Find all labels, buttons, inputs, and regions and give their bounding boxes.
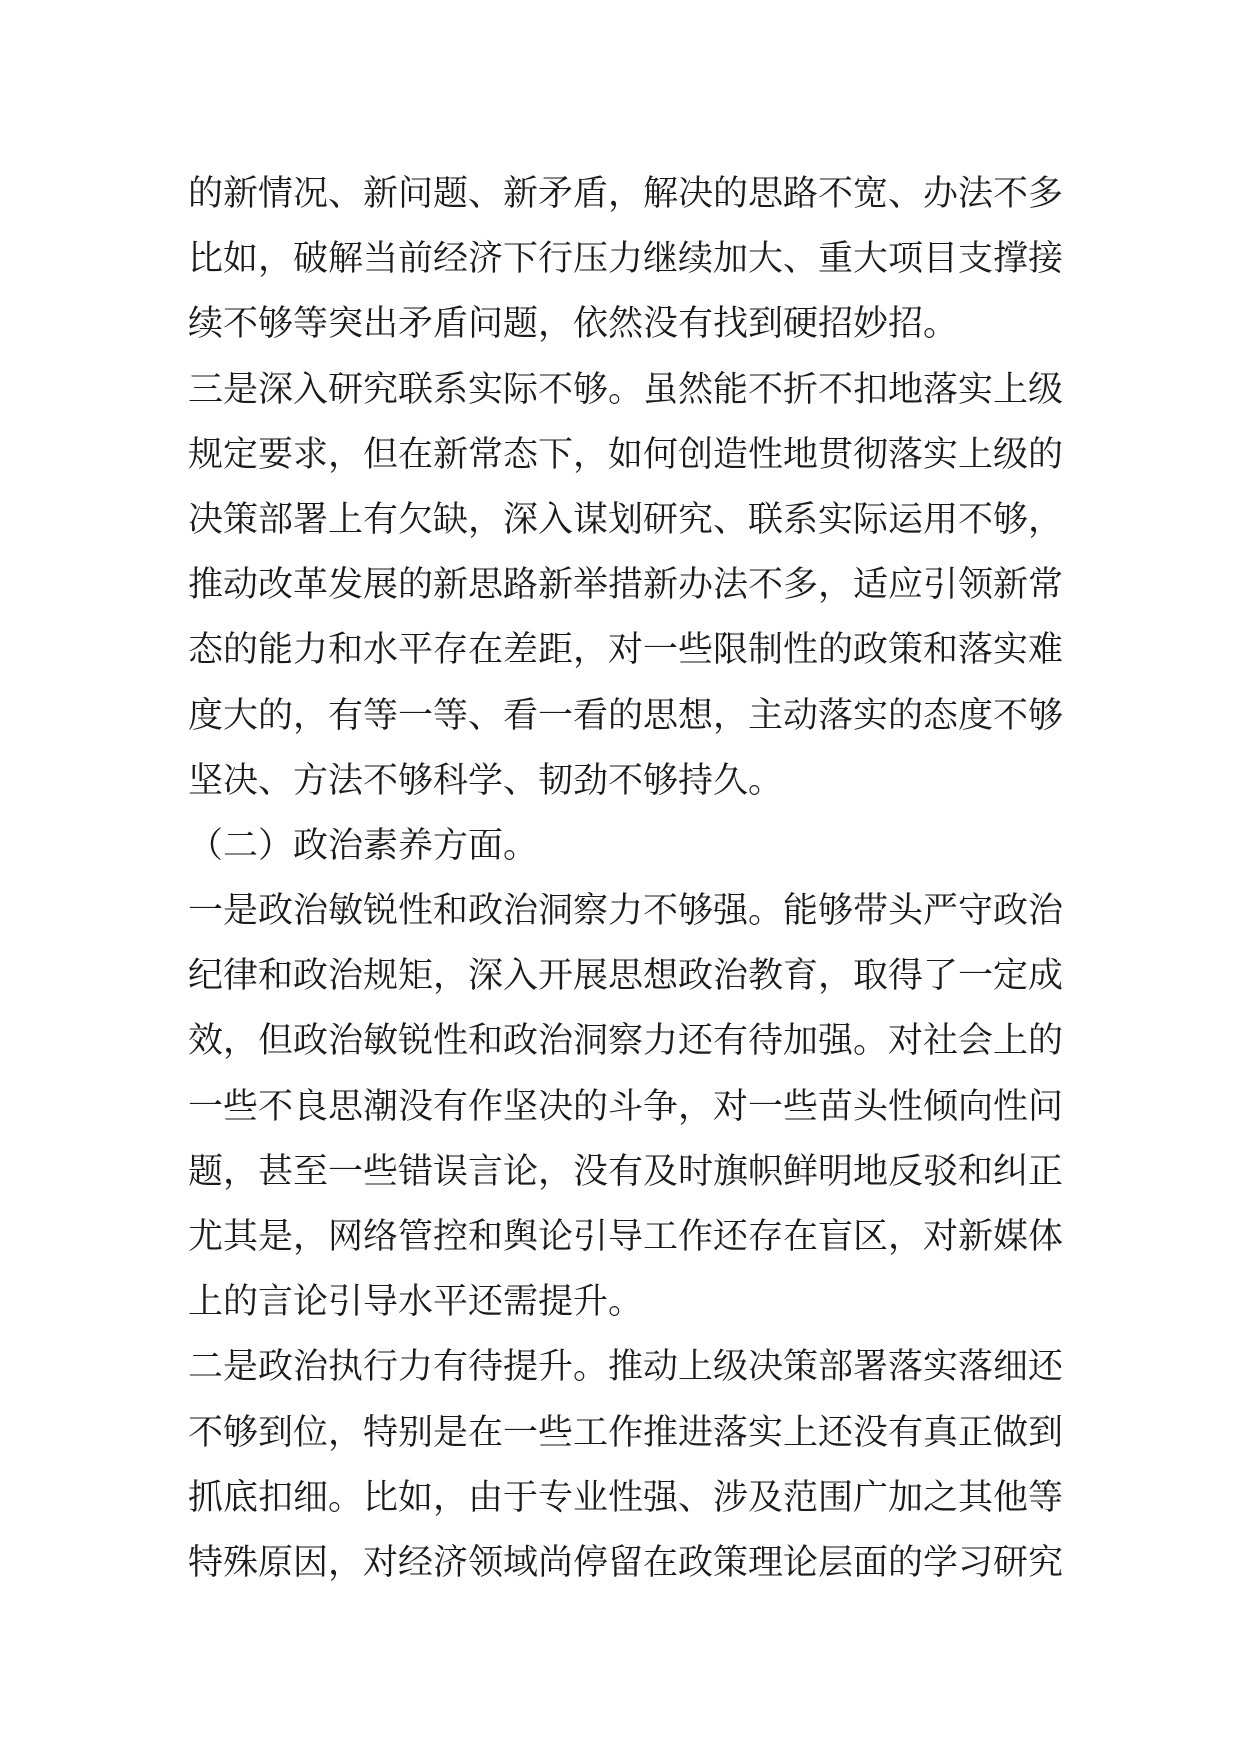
text-line: 规定要求，但在新常态下，如何创造性地贯彻落实上级的 (188, 434, 1064, 475)
text-line: 一些不良思潮没有作坚决的斗争，对一些苗头性倾向性问 (188, 1086, 1064, 1127)
text-line: 尤其是，网络管控和舆论引导工作还存在盲区，对新媒体 (188, 1217, 1064, 1257)
text-line: 坚决、方法不够科学、韧劲不够持久。 (188, 760, 784, 801)
text-line: 不够到位，特别是在一些工作推进落实上还没有真正做到 (188, 1412, 1064, 1453)
text-line: 题，甚至一些错误言论，没有及时旗帜鲜明地反驳和纠正 (188, 1151, 1064, 1192)
text-line: 比如，破解当前经济下行压力继续加大、重大项目支撑接 (188, 239, 1064, 280)
text-line: 三是深入研究联系实际不够。虽然能不折不扣地落实上级 (188, 369, 1064, 410)
text-line: 度大的，有等一等、看一看的思想，主动落实的态度不够 (188, 695, 1064, 736)
text-line: 一是政治敏锐性和政治洞察力不够强。能够带头严守政治 (188, 891, 1064, 932)
text-line: 上的言论引导水平还需提升。 (188, 1282, 644, 1323)
text-line: 决策部署上有欠缺，深入谋划研究、联系实际运用不够， (188, 499, 1064, 540)
text-line: 纪律和政治规矩，深入开展思想政治教育，取得了一定成 (188, 956, 1064, 997)
text-line: 效，但政治敏锐性和政治洞察力还有待加强。对社会上的 (188, 1021, 1064, 1062)
text-line: 态的能力和水平存在差距，对一些限制性的政策和落实难 (188, 630, 1064, 671)
text-line: 推动改革发展的新思路新举措新办法不多，适应引领新常 (188, 565, 1064, 606)
body-text (188, 162, 1068, 1596)
text-line: 抓底扣细。比如，由于专业性强、涉及范围广加之其他等 (188, 1477, 1064, 1518)
text-line: 续不够等突出矛盾问题，依然没有找到硬招妙招。 (188, 304, 959, 345)
text-line: 特殊原因，对经济领域尚停留在政策理论层面的学习研究 (188, 1542, 1064, 1583)
section-heading: （二）政治素养方面。 (188, 825, 539, 866)
text-line: 的新情况、新问题、新矛盾，解决的思路不宽、办法不多 (188, 174, 1064, 214)
text-line: 二是政治执行力有待提升。推动上级决策部署落实落细还 (188, 1347, 1064, 1388)
